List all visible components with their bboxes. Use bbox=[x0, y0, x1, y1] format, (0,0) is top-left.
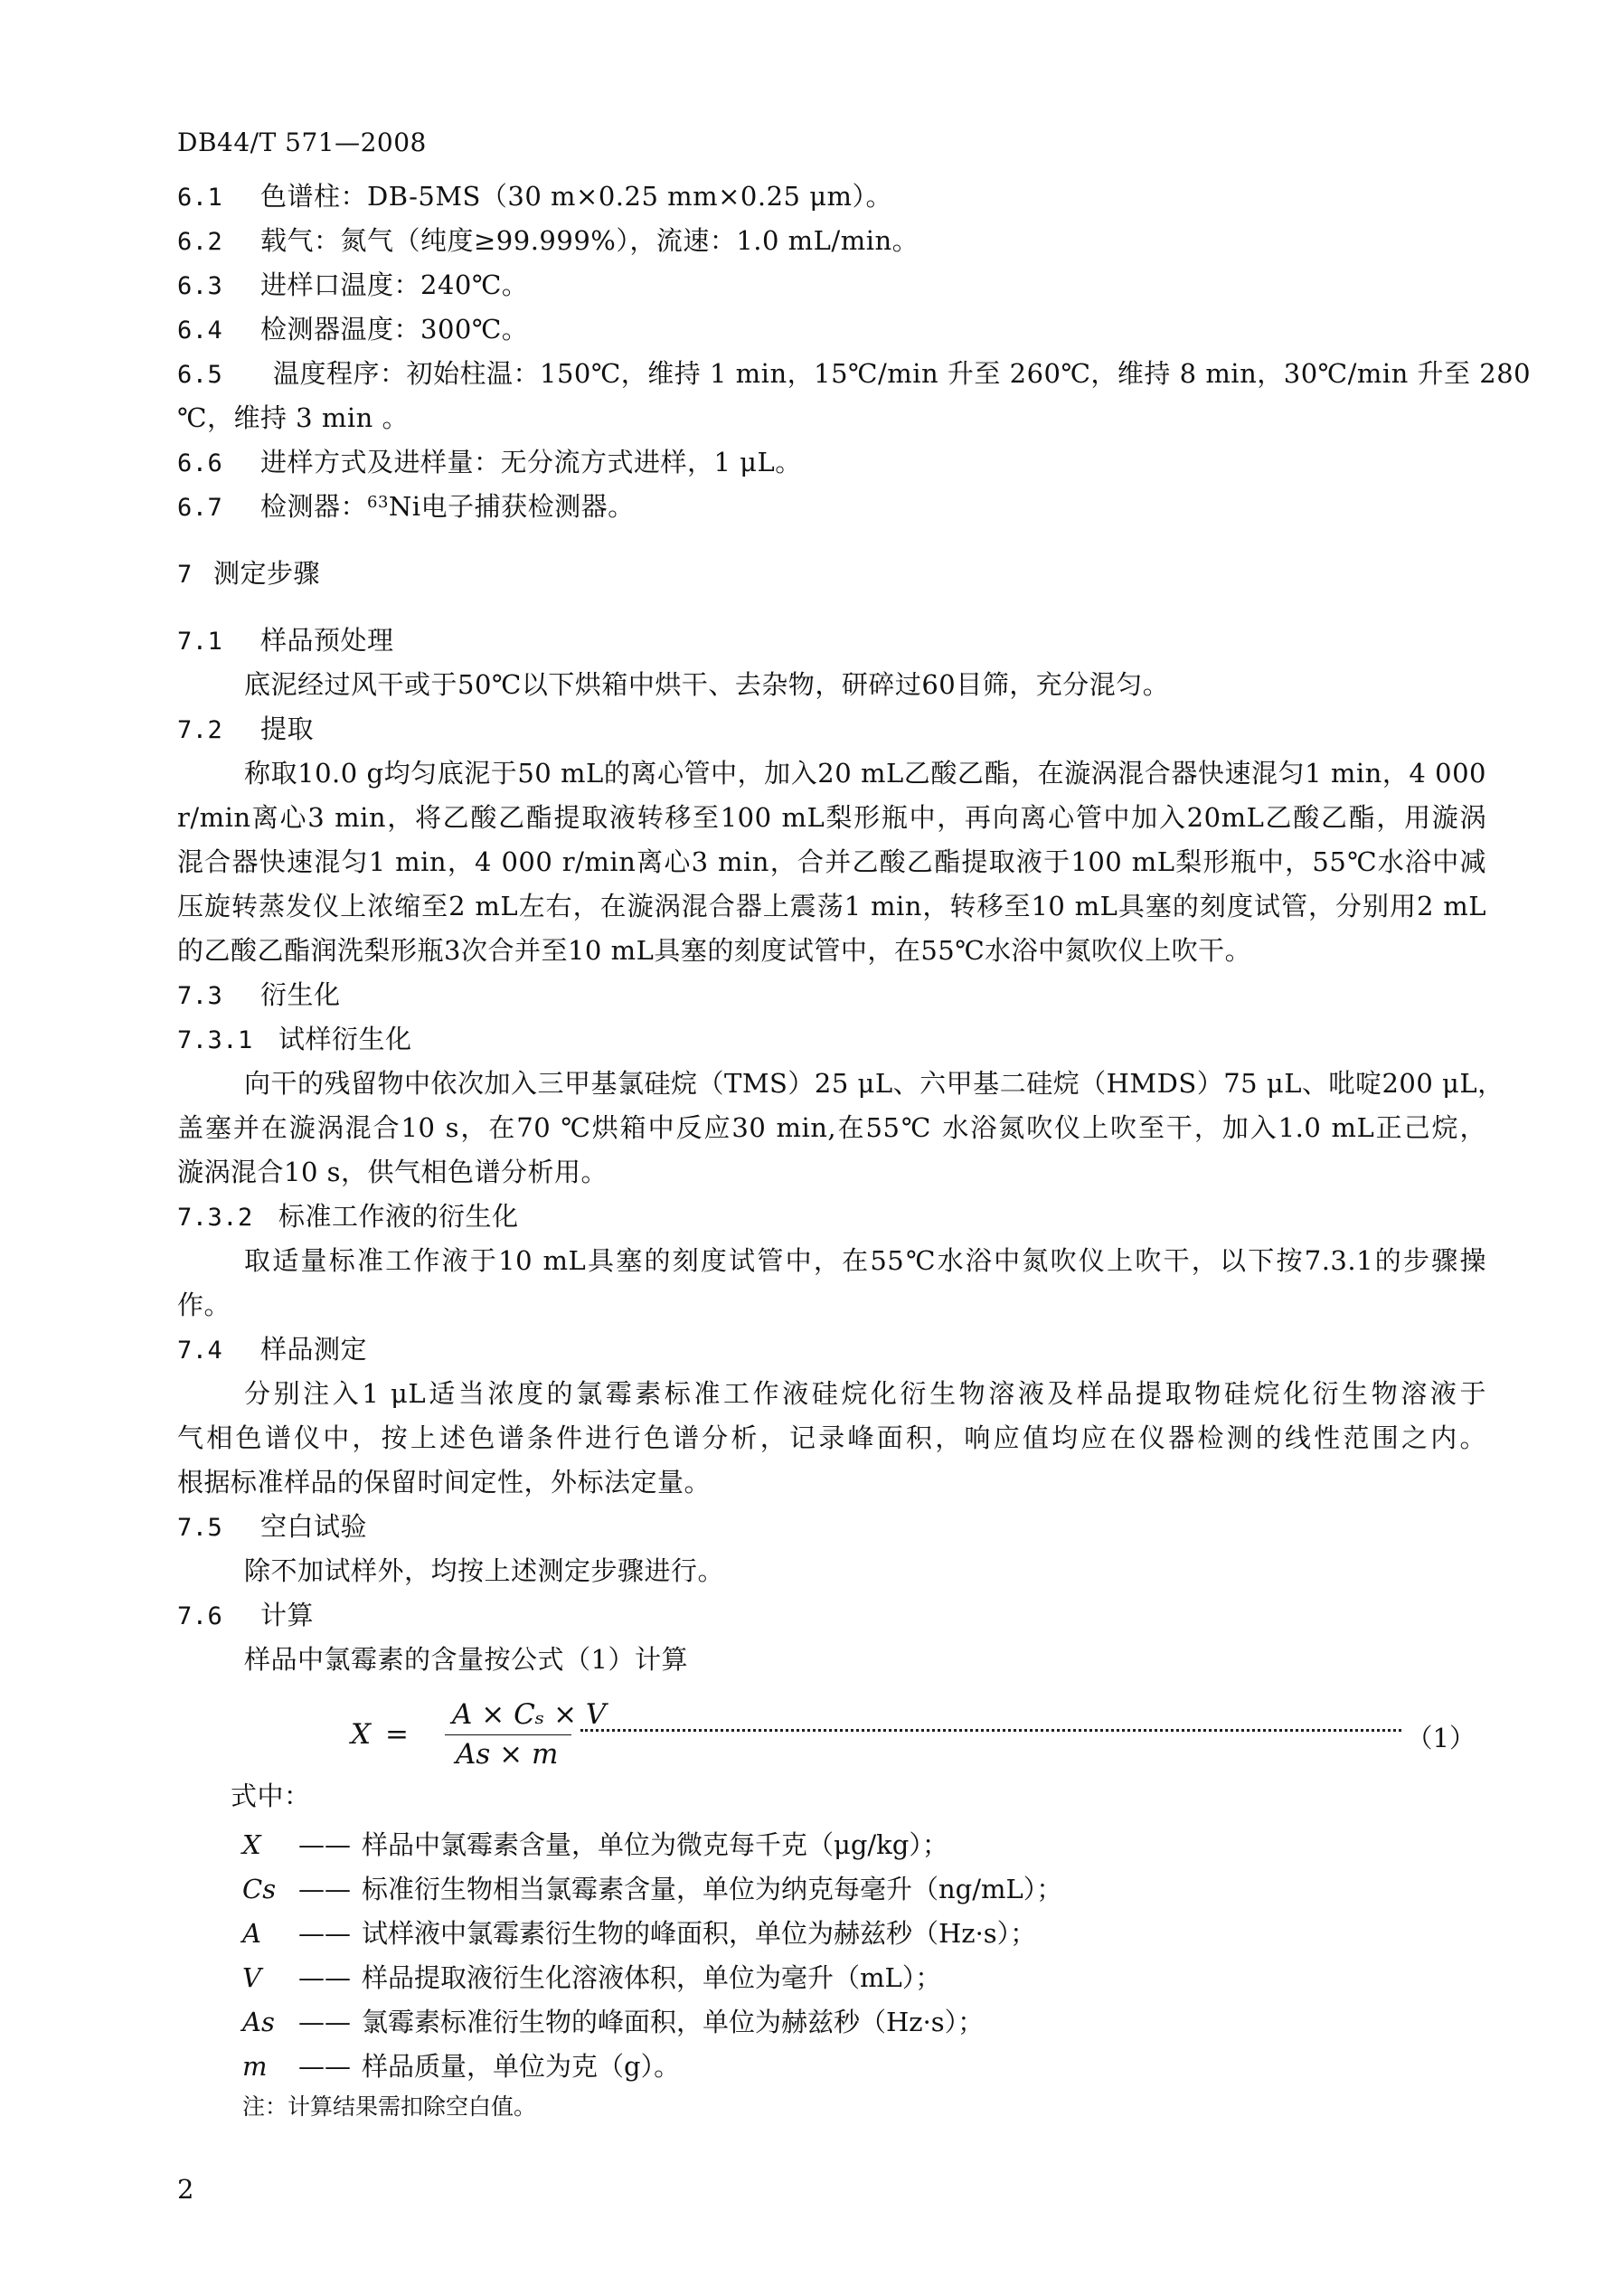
definition-text: 样品中氯霉素含量，单位为微克每千克（μg/kg）； bbox=[362, 1829, 948, 1860]
clause-7-3-heading bbox=[177, 977, 341, 1015]
clause-6-7 bbox=[177, 488, 635, 526]
definition-dash: —— bbox=[298, 2051, 351, 2082]
clause-7-3-2-heading bbox=[177, 1198, 519, 1236]
paragraph-line: 分别注入1 μL适当浓度的氯霉素标准工作液硅烷化衍生物溶液及样品提取物硅烷化衍生物溶液于 bbox=[244, 1378, 1486, 1409]
definition-symbol: V bbox=[242, 1962, 261, 1993]
clause-title: 样品测定 bbox=[260, 1334, 368, 1365]
clause-number: 7.5 bbox=[177, 1514, 223, 1542]
clause-number: 6.4 bbox=[177, 317, 223, 345]
definition-row bbox=[242, 2004, 984, 2040]
dot-leader bbox=[580, 1729, 1401, 1732]
clause-text: 进样口温度：240℃。 bbox=[260, 269, 529, 300]
paragraph-line: 的乙酸乙酯润洗梨形瓶3次合并至10 mL具塞的刻度试管中，在55℃水浴中氮吹仪上吹干。 bbox=[177, 935, 1252, 966]
clause-6-1 bbox=[177, 178, 892, 216]
definition-text: 标准衍生物相当氯霉素含量，单位为纳克每毫升（ng/mL）； bbox=[362, 1874, 1063, 1904]
clause-number: 6.6 bbox=[177, 449, 223, 477]
clause-7-3-1-heading bbox=[177, 1021, 412, 1059]
paragraph-line: r/min离心3 min，将乙酸乙酯提取液转移至100 mL梨形瓶中，再向离心管中加入20mL乙酸乙酯，用漩涡 bbox=[177, 802, 1486, 833]
definition-dash: —— bbox=[298, 2007, 351, 2037]
formula-numerator: A × Cₛ × V bbox=[452, 1698, 607, 1731]
clause-7-2-heading bbox=[177, 711, 314, 749]
clause-text: 温度程序：初始柱温：150℃，维持 1 min，15℃/min 升至 260℃，维持 8 min，30℃/min 升至 280 bbox=[273, 358, 1532, 389]
clause-title: 试样衍生化 bbox=[278, 1024, 412, 1054]
clause-6-5-line1 bbox=[177, 355, 1532, 393]
definition-row bbox=[242, 1915, 1036, 1951]
clause-6-4 bbox=[177, 311, 528, 349]
page-number: 2 bbox=[177, 2174, 194, 2205]
clause-6-3 bbox=[177, 267, 528, 305]
formula-lhs: X bbox=[351, 1718, 372, 1751]
paragraph-line: 盖塞并在漩涡混合10 s，在70 ℃烘箱中反应30 min,在55℃ 水浴氮吹仪上吹至干，加入1.0 mL正己烷， bbox=[177, 1112, 1486, 1143]
clause-number: 6.1 bbox=[177, 184, 223, 212]
clause-title: 计算 bbox=[260, 1600, 315, 1630]
clause-7-4-heading bbox=[177, 1331, 367, 1369]
definition-symbol: A bbox=[242, 1918, 261, 1949]
clause-number: 6.5 bbox=[177, 361, 223, 389]
clause-number: 7.3.1 bbox=[177, 1026, 253, 1054]
clause-title: 衍生化 bbox=[260, 979, 341, 1010]
paragraph-line: 向干的残留物中依次加入三甲基氯硅烷（TMS）25 μL、六甲基二硅烷（HMDS）75 μL、吡啶200 μL， bbox=[244, 1068, 1504, 1099]
clause-number: 6.2 bbox=[177, 228, 223, 256]
paragraph-line: 取适量标准工作液于10 mL具塞的刻度试管中，在55℃水浴中氮吹仪上吹干，以下按7.3.1的步骤操 bbox=[244, 1245, 1486, 1276]
definition-dash: —— bbox=[298, 1874, 351, 1904]
clause-text: 载气：氮气（纯度≥99.999%），流速：1.0 mL/min。 bbox=[260, 225, 919, 256]
paragraph-line: 压旋转蒸发仪上浓缩至2 mL左右，在漩涡混合器上震荡1 min，转移至10 mL具塞的刻度试管，分别用2 mL bbox=[177, 891, 1486, 921]
paragraph-line: 漩涡混合10 s，供气相色谱分析用。 bbox=[177, 1157, 608, 1187]
clause-number: 7.4 bbox=[177, 1337, 223, 1365]
definition-row bbox=[242, 1871, 1062, 1907]
definition-symbol: As bbox=[242, 2007, 275, 2037]
paragraph-line: 混合器快速混匀1 min，4 000 r/min离心3 min，合并乙酸乙酯提取液于100 mL梨形瓶中，55℃水浴中减 bbox=[177, 846, 1486, 877]
where-label: 式中： bbox=[231, 1781, 311, 1811]
definition-dash: —— bbox=[298, 1918, 351, 1949]
definition-dash: —— bbox=[298, 1962, 351, 1993]
definition-dash: —— bbox=[298, 1829, 351, 1860]
definition-row bbox=[242, 2048, 680, 2084]
isotope-superscript: 63 bbox=[367, 493, 389, 512]
clause-title: 标准工作液的衍生化 bbox=[278, 1201, 519, 1232]
paragraph-line: 气相色谱仪中，按上述色谱条件进行色谱分析，记录峰面积，响应值均应在仪器检测的线性范围之内。 bbox=[177, 1422, 1486, 1453]
definition-symbol: Cs bbox=[242, 1874, 277, 1904]
clause-6-5-line2: ℃，维持 3 min 。 bbox=[177, 402, 409, 433]
section-title: 测定步骤 bbox=[213, 558, 321, 589]
equation-number: （1） bbox=[1406, 1723, 1476, 1753]
formula-equals: = bbox=[385, 1718, 409, 1751]
paragraph-line: 根据标准样品的保留时间定性，外标法定量。 bbox=[177, 1467, 712, 1498]
clause-text: 色谱柱：DB-5MS（30 m×0.25 mm×0.25 μm）。 bbox=[260, 181, 893, 212]
document-code-header: DB44/T 571—2008 bbox=[177, 128, 427, 157]
paragraph-line: 称取10.0 g均匀底泥于50 mL的离心管中，加入20 mL乙酸乙酯，在漩涡混合器快速混匀1 min，4 000 bbox=[244, 758, 1486, 789]
clause-number: 7.3 bbox=[177, 982, 223, 1010]
section-number: 7 bbox=[177, 561, 193, 589]
clause-7-6-heading bbox=[177, 1597, 314, 1635]
clause-text: 进样方式及进样量：无分流方式进样，1 μL。 bbox=[260, 447, 802, 477]
clause-7-5-heading bbox=[177, 1508, 367, 1546]
definition-row bbox=[242, 1827, 948, 1863]
definition-text: 试样液中氯霉素衍生物的峰面积，单位为赫兹秒（Hz·s）； bbox=[362, 1918, 1037, 1949]
clause-title: 空白试验 bbox=[260, 1511, 368, 1542]
section-7-heading bbox=[177, 555, 320, 593]
definition-text: 样品提取液衍生化溶液体积，单位为毫升（mL）； bbox=[362, 1962, 942, 1993]
definition-row bbox=[242, 1960, 941, 1996]
clause-number: 6.3 bbox=[177, 272, 223, 300]
paragraph-line: 作。 bbox=[177, 1290, 231, 1320]
clause-number: 6.7 bbox=[177, 494, 223, 522]
definition-text: 氯霉素标准衍生物的峰面积，单位为赫兹秒（Hz·s）； bbox=[362, 2007, 985, 2037]
definition-text: 样品质量，单位为克（g）。 bbox=[362, 2051, 681, 2082]
clause-6-6 bbox=[177, 444, 802, 482]
clause-number: 7.1 bbox=[177, 628, 223, 656]
clause-7-5-body: 除不加试样外，均按上述测定步骤进行。 bbox=[244, 1555, 725, 1586]
clause-number: 7.2 bbox=[177, 716, 223, 744]
clause-7-6-body: 样品中氯霉素的含量按公式（1）计算 bbox=[244, 1644, 688, 1675]
calculation-note: 注：计算结果需扣除空白值。 bbox=[242, 2093, 537, 2120]
definition-symbol: m bbox=[242, 2051, 268, 2082]
clause-text: 检测器温度：300℃。 bbox=[260, 314, 529, 345]
clause-number: 7.3.2 bbox=[177, 1204, 253, 1232]
definition-symbol: X bbox=[242, 1829, 261, 1860]
formula-1 bbox=[344, 1698, 1501, 1776]
clause-title: 样品预处理 bbox=[260, 625, 394, 656]
fraction-bar bbox=[445, 1734, 571, 1735]
clause-title: 提取 bbox=[260, 713, 315, 744]
clause-text: 检测器： bbox=[260, 491, 368, 522]
clause-6-2 bbox=[177, 222, 919, 260]
clause-number: 7.6 bbox=[177, 1602, 223, 1630]
clause-7-1-heading bbox=[177, 622, 394, 660]
clause-7-1-body: 底泥经过风干或于50℃以下烘箱中烘干、去杂物，研碎过60目筛，充分混匀。 bbox=[244, 669, 1170, 700]
formula-denominator: As × m bbox=[456, 1738, 559, 1771]
clause-text: Ni电子捕获检测器。 bbox=[388, 491, 635, 522]
